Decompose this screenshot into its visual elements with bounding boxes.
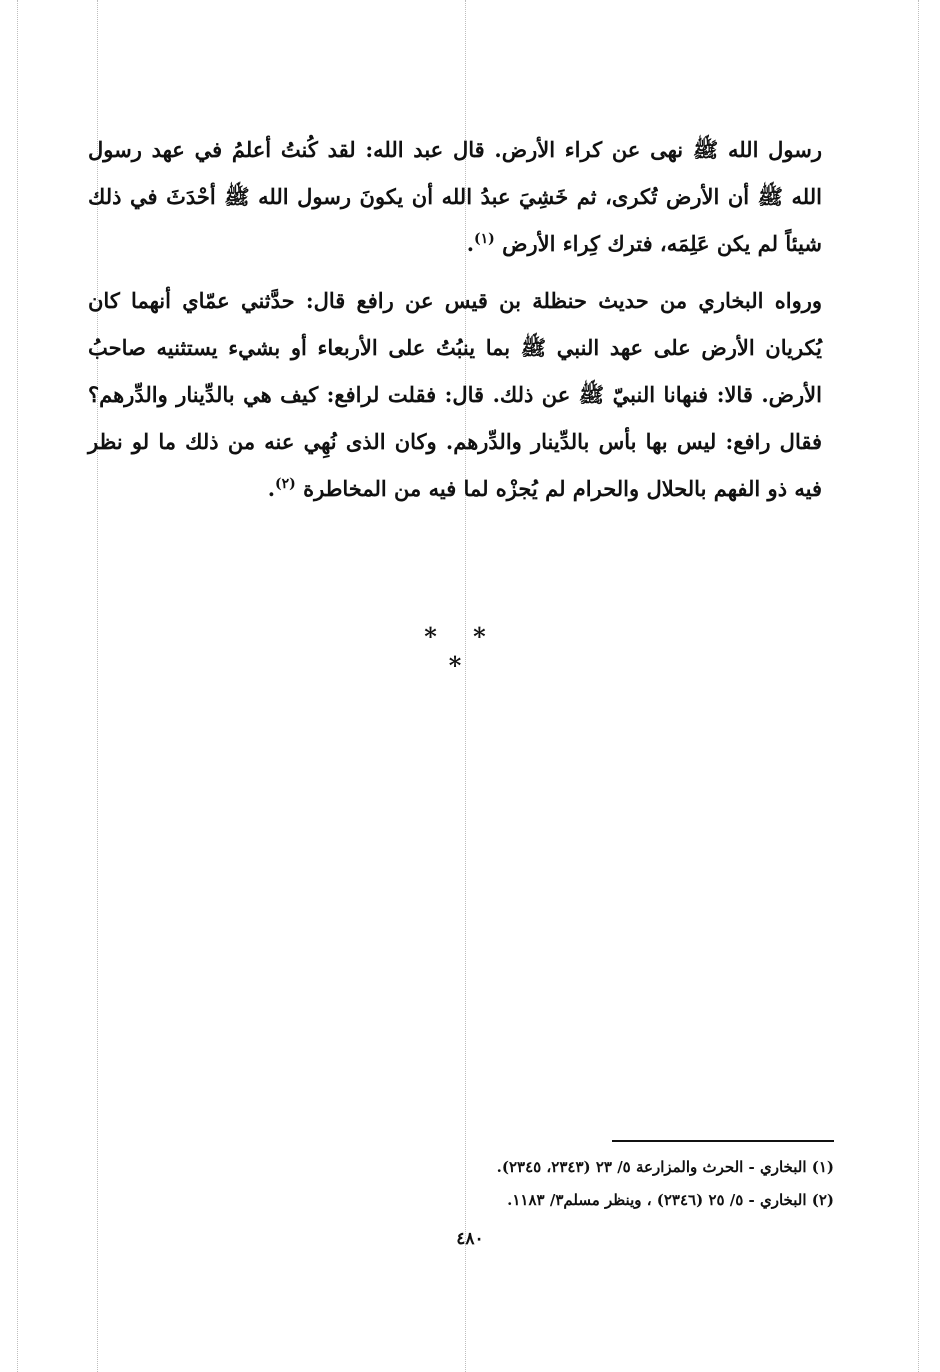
paragraph-1-text: رسول الله ﷺ نهى عن كراء الأرض. قال عبد الله: لقد كُنتُ أعلمُ في عهد رسول الله ﷺ أن الأرض تُكرى، ثم خَشِيَ عبدُ الله أن يكونَ رسول الله ﷺ أحْدَثَ في ذلك شيئاً لم يكن عَلِمَه، فترك كِراء الأرض bbox=[88, 137, 822, 256]
footnote-ref-2: (٢) bbox=[275, 476, 296, 492]
footnote-2: (٢) البخاري - ٥/ ٢٥ (٢٣٤٦) ، وينظر مسلم٣/ ١١٨٣. bbox=[507, 1191, 834, 1209]
scan-guide-line-left bbox=[17, 0, 18, 1372]
paragraph-1 bbox=[88, 126, 822, 267]
paragraph-1-end: . bbox=[466, 231, 474, 256]
footnote-ref-1: (١) bbox=[474, 231, 495, 247]
paragraph-2-end: . bbox=[267, 476, 276, 501]
page-number: ٤٨٠ bbox=[456, 1229, 484, 1249]
footnotes bbox=[420, 1151, 834, 1217]
section-separator: * * * bbox=[424, 622, 500, 680]
main-text bbox=[88, 126, 822, 512]
scan-guide-line-right bbox=[918, 0, 919, 1372]
paragraph-2-text: ورواه البخاري من حديث حنظلة بن قيس عن رافع قال: حدَّثني عمّاي أنهما كان يُكريان الأرض على عهد النبي ﷺ بما ينبُتُ على الأربعاء أو بشيء يستثنيه صاحبُ الأرض. قالا: فنهانا النبيّ ﷺ عن ذلك. قال: فقلت لرافع: كيف هي بالدِّينار والدِّرهم؟ فقال رافع: ليس بها بأس بالدِّينار والدِّرهم. وكان الذى نُهِي عنه من ذلك ما لو نظر فيه ذو الفهم بالحلال والحرام لم يُجزْه لما فيه من المخاطرة bbox=[88, 288, 822, 501]
footnote-1: (١) البخاري - الحرث والمزارعة ٥/ ٢٣ (٢٣٤٣، ٢٣٤٥). bbox=[496, 1158, 834, 1176]
paragraph-2 bbox=[88, 277, 822, 512]
footnote-divider bbox=[612, 1140, 834, 1142]
